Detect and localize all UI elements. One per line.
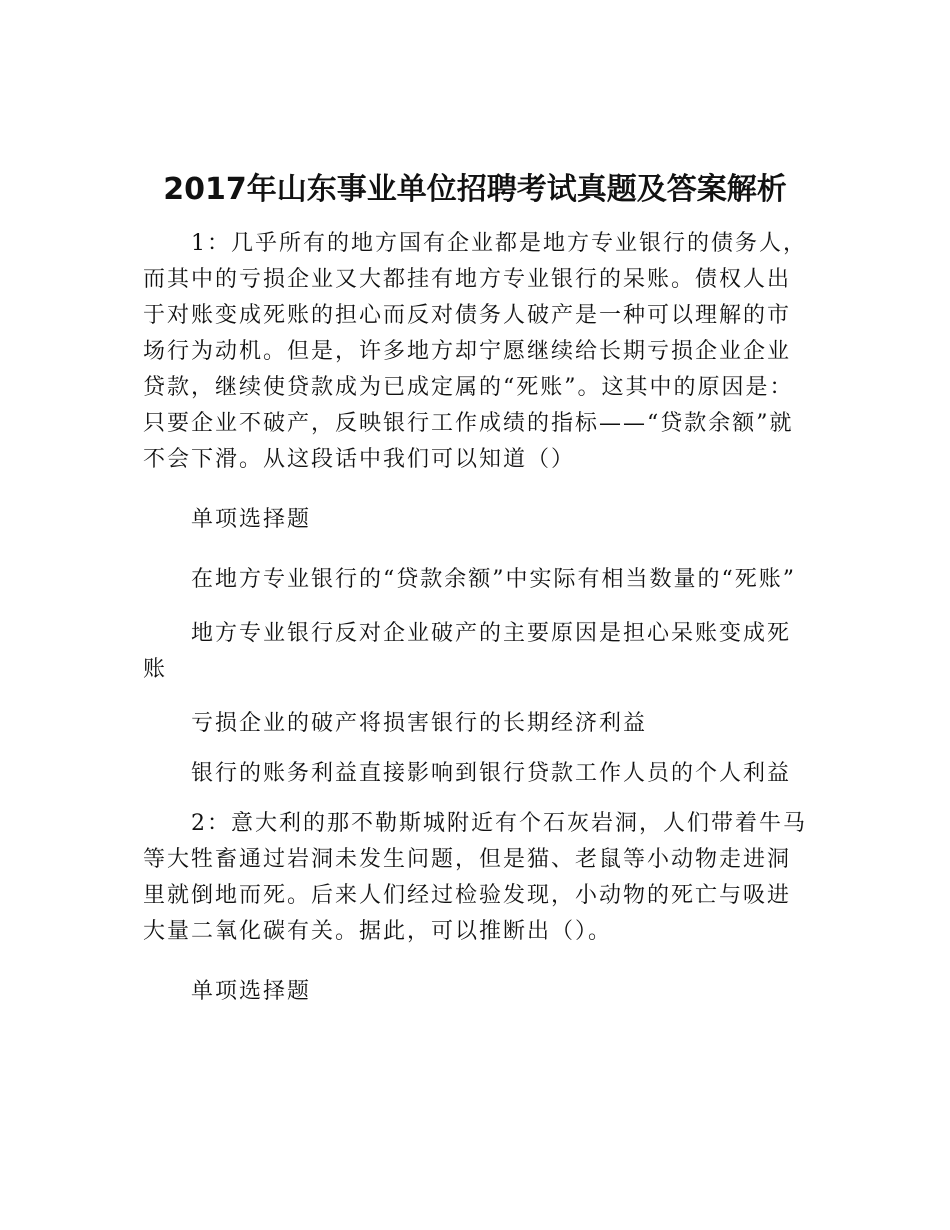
question-1-option-2: 地方专业银行反对企业破产的主要原因是担心呆账变成死账 xyxy=(143,621,792,682)
document-body xyxy=(143,226,813,1010)
question-2-stem: 2：意大利的那不勒斯城附近有个石灰岩洞，人们带着牛马等大牲畜通过岩洞未发生问题，但是猫、老鼠等小动物走进洞里就倒地而死。后来人们经过检验发现，小动物的死亡与吸进大量二氧化碳有关。据此，可以推断出（）。 xyxy=(143,811,807,944)
question-1-option-1: 在地方专业银行的“贷款余额”中实际有相当数量的“死账” xyxy=(191,567,796,592)
question-1-type: 单项选择题 xyxy=(191,507,312,532)
question-1-option-4: 银行的账务利益直接影响到银行贷款工作人员的个人利益 xyxy=(191,761,792,786)
question-1-stem: 1：几乎所有的地方国有企业都是地方专业银行的债务人，而其中的亏损企业又大都挂有地方专业银行的呆账。债权人出于对账变成死账的担心而反对债务人破产是一种可以理解的市场行为动机。但是，许多地方却宁愿继续给长期亏损企业企业贷款，继续使贷款成为已成定属的“死账”。这其中的原因是：只要企业不破产，反映银行工作成绩的指标——“贷款余额”就不会下滑。从这段话中我们可以知道（） xyxy=(143,231,807,472)
question-2-type: 单项选择题 xyxy=(191,979,312,1004)
document-title: 2017年山东事业单位招聘考试真题及答案解析 xyxy=(163,172,787,207)
question-1-option-3: 亏损企业的破产将损害银行的长期经济利益 xyxy=(191,711,648,736)
